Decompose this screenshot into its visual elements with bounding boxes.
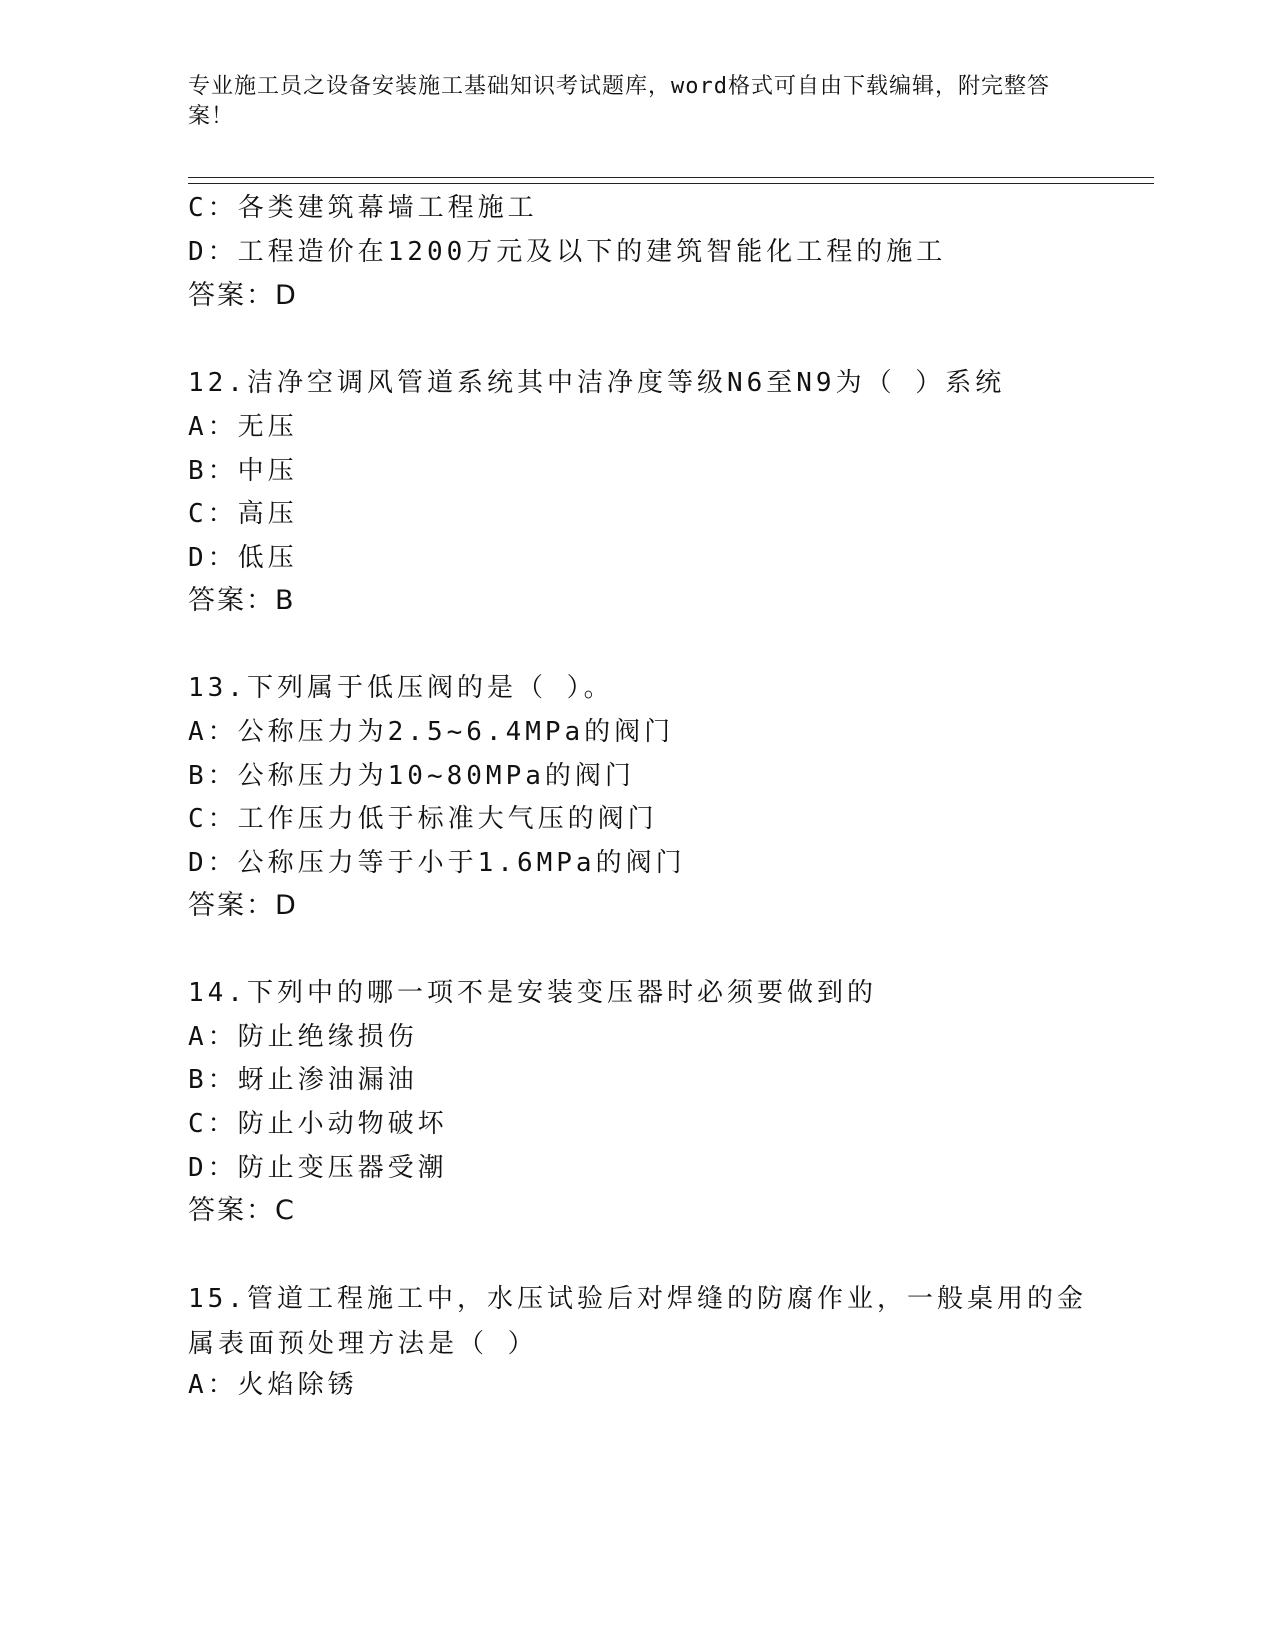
header-divider-bottom <box>188 183 1154 184</box>
document-header: 专业施工员之设备安装施工基础知识考试题库，word格式可自由下载编辑，附完整答案！ <box>188 74 1050 129</box>
q13-answer: 答案：D <box>188 890 298 921</box>
q12-option-a: A：无压 <box>188 412 298 442</box>
q11-option-d: D：工程造价在1200万元及以下的建筑智能化工程的施工 <box>188 237 947 267</box>
q11-answer: 答案：D <box>188 280 298 311</box>
q13-option-a: A：公称压力为2.5~6.4MPa的阀门 <box>188 717 675 747</box>
q12-option-b: B：中压 <box>188 456 298 486</box>
q12-question: 12.洁净空调风管道系统其中洁净度等级N6至N9为（ ）系统 <box>188 368 1006 398</box>
q14-option-d: D：防止变压器受潮 <box>188 1153 448 1183</box>
q14-option-c: C：防止小动物破坏 <box>188 1109 448 1139</box>
q14-answer: 答案：C <box>188 1195 296 1226</box>
q14-option-b: B：蚜止渗油漏油 <box>188 1065 418 1095</box>
q13-option-d: D：公称压力等于小于1.6MPa的阀门 <box>188 848 686 878</box>
header-divider-top <box>188 177 1154 178</box>
q14-option-a: A：防止绝缘损伤 <box>188 1022 418 1052</box>
q13-question: 13.下列属于低压阀的是（ ）。 <box>188 673 614 703</box>
q13-option-c: C：工作压力低于标准大气压的阀门 <box>188 804 658 834</box>
q12-option-c: C：高压 <box>188 499 298 529</box>
q11-option-c: C：各类建筑幕墙工程施工 <box>188 193 538 223</box>
q12-option-d: D：低压 <box>188 543 298 573</box>
q15-option-a: A：火焰除锈 <box>188 1370 358 1400</box>
q15-question: 15.管道工程施工中，水压试验后对焊缝的防腐作业，一般桌用的金属表面预处理方法是（ ） <box>188 1284 1087 1359</box>
q13-option-b: B：公称压力为10~80MPa的阀门 <box>188 761 635 791</box>
q14-question: 14.下列中的哪一项不是安装变压器时必须要做到的 <box>188 978 877 1008</box>
q12-answer: 答案：B <box>188 585 296 616</box>
